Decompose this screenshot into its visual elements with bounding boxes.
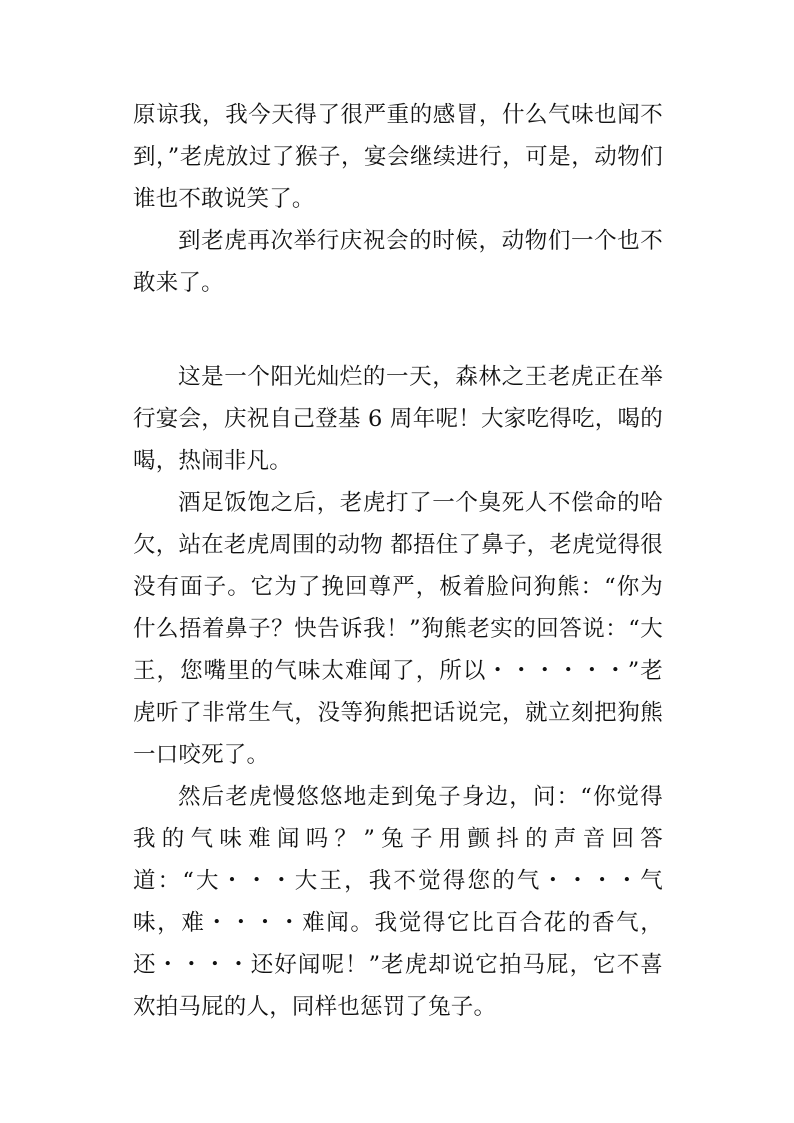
paragraph-continued: 原谅我，我今天得了很严重的感冒，什么气味也闻不到，”老虎放过了猴子，宴会继续进行，可是，动物们谁也不敢说笑了。: [133, 102, 663, 212]
paragraph: 到老虎再次举行庆祝会的时候，动物们一个也不敢来了。: [133, 228, 663, 296]
story-section: [133, 356, 663, 1028]
story-ending-section: [133, 94, 663, 304]
paragraph: 然后老虎慢悠悠地走到兔子身边，问：“你觉得我的气味难闻吗？”兔子用颤抖的声音回答道：“大・・・大王，我不觉得您的气・・・・气味，难・・・・难闻。我觉得它比百合花的香气，还・・・・还好闻呢！”老虎却说它拍马屁，它不喜欢拍马屁的人，同样也惩罚了兔子。: [133, 784, 663, 1020]
paragraph: 酒足饭饱之后，老虎打了一个臭死人不偿命的哈欠，站在老虎周围的动物 都捂住了鼻子，老虎觉得很没有面子。它为了挽回尊严，板着脸问狗熊：“你为什么捂着鼻子？快告诉我！”狗熊老实的回答说：“大王，您嘴里的气味太难闻了，所以・・・・・・”老虎听了非常生气，没等狗熊把话说完，就立刻把狗熊一口咬死了。: [133, 490, 663, 768]
paragraph: 这是一个阳光灿烂的一天，森林之王老虎正在举行宴会，庆祝自己登基 6 周年呢！大家吃得吃，喝的喝，热闹非凡。: [133, 364, 663, 474]
